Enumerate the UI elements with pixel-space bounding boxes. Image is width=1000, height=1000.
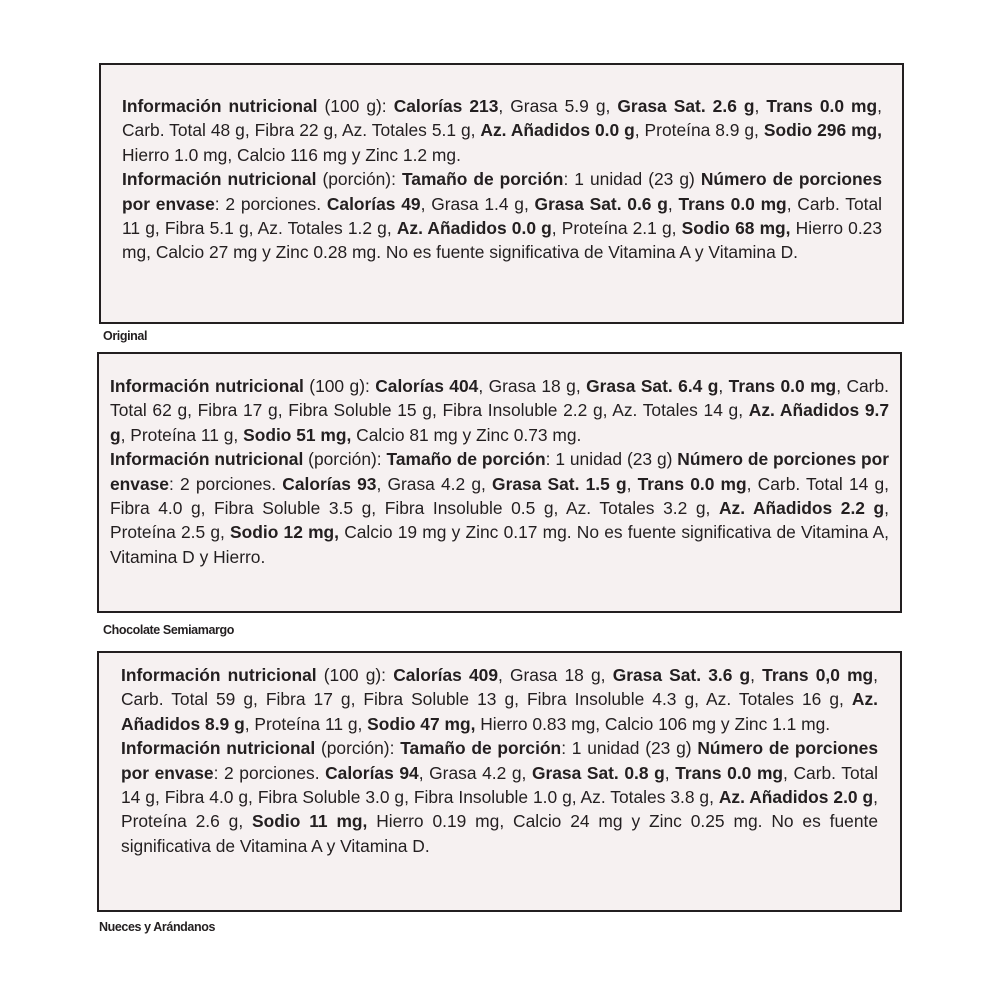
nutrient-text: , Grasa 18 g, xyxy=(478,376,587,396)
highlighted-value: Sodio 68 mg, xyxy=(681,218,791,239)
nutrient-text: , Proteína 2.1 g, xyxy=(551,218,682,239)
nutrient-text: , xyxy=(664,762,676,783)
highlighted-value: Trans 0.0 mg xyxy=(637,473,747,494)
per-serving-paragraph xyxy=(121,736,878,858)
section-label: Información nutricional xyxy=(121,738,316,759)
highlighted-value: Calorías 93 xyxy=(282,473,377,494)
section-basis: (porción): xyxy=(308,449,382,470)
nutrient-text: , Carb. Total 11 g, Fibra 5.1 g, Az. Totales 1.2 g, xyxy=(122,193,883,239)
highlighted-value: Az. Añadidos 0.0 g xyxy=(480,120,635,141)
nutrient-text: Hierro 0.83 mg, Calcio 106 mg y Zinc 1.1 mg. xyxy=(475,713,831,734)
highlighted-value: Sodio 296 mg, xyxy=(763,120,882,141)
highlighted-value: Grasa Sat. 3.6 g xyxy=(612,665,751,685)
panel-caption: Nueces y Arándanos xyxy=(99,920,215,934)
highlighted-value: Tamaño de porción xyxy=(400,738,562,759)
nutrient-text: , Proteína 2.6 g, xyxy=(121,787,878,832)
nutrient-text: , xyxy=(718,376,729,396)
nutrient-text: : 2 porciones. xyxy=(214,193,327,214)
highlighted-value: Sodio 11 mg, xyxy=(252,811,368,832)
nutrient-text: , xyxy=(667,193,679,214)
section-label: Información nutricional xyxy=(110,449,304,470)
highlighted-value: Grasa Sat. 6.4 g xyxy=(586,376,719,396)
nutrient-text: : 1 unidad (23 g) xyxy=(545,449,678,470)
nutrient-text: : 1 unidad (23 g) xyxy=(563,169,701,190)
section-basis: (porción): xyxy=(322,169,396,190)
highlighted-value: Tamaño de porción xyxy=(401,169,564,190)
section-label: Información nutricional xyxy=(121,665,317,685)
highlighted-value: Az. Añadidos 8.9 g xyxy=(121,689,878,734)
highlighted-value: Trans 0.0 mg xyxy=(728,376,837,396)
nutrient-text: , Carb. Total 48 g, Fibra 22 g, Az. Totales 5.1 g, xyxy=(122,96,882,141)
highlighted-value: Calorías 404 xyxy=(375,376,479,396)
nutrient-text: , Carb. Total 14 g, Fibra 4.0 g, Fibra Soluble 3.5 g, Fibra Insoluble 0.5 g, Az. Totales 3.2 g, xyxy=(110,473,890,519)
highlighted-value: Calorías 49 xyxy=(326,193,421,214)
highlighted-value: Calorías 409 xyxy=(393,665,498,685)
nutrient-text: Calcio 19 mg y Zinc 0.17 mg. No es fuente significativa de Vitamina A, Vitamina D y Hierro. xyxy=(110,522,890,567)
highlighted-value: Grasa Sat. 0.6 g xyxy=(534,193,668,214)
highlighted-value: Sodio 47 mg, xyxy=(367,713,476,734)
nutrient-text: Hierro 1.0 mg, Calcio 116 mg y Zinc 1.2 mg. xyxy=(122,144,461,165)
nutrient-text: : 2 porciones. xyxy=(168,473,283,494)
highlighted-value: Calorías 94 xyxy=(325,762,419,783)
highlighted-value: Número de porciones por envase xyxy=(110,449,890,494)
highlighted-value: Número de porciones por envase xyxy=(121,738,879,783)
section-label: Información nutricional xyxy=(122,96,318,116)
highlighted-value: Grasa Sat. 0.8 g xyxy=(531,762,665,783)
section-basis: (100 g): xyxy=(324,96,387,116)
highlighted-value: Az. Añadidos 2.0 g xyxy=(718,787,874,808)
per-serving-paragraph xyxy=(122,167,882,265)
nutrient-text: , Proteína 11 g, xyxy=(120,424,244,445)
highlighted-value: Calorías 213 xyxy=(393,96,499,116)
highlighted-value: Sodio 12 mg, xyxy=(230,522,339,543)
nutrient-text xyxy=(387,96,394,116)
nutrient-text: , Grasa 1.4 g, xyxy=(420,193,535,214)
nutrient-text: , Grasa 5.9 g, xyxy=(498,96,618,116)
nutrient-text: , Proteína 2.5 g, xyxy=(110,498,889,543)
highlighted-value: Trans 0.0 mg xyxy=(675,762,784,783)
section-basis: (100 g): xyxy=(309,376,370,396)
highlighted-value: Grasa Sat. 1.5 g xyxy=(492,473,627,494)
nutrition-panel-nueces-y-arandanos xyxy=(97,651,902,912)
nutrient-text: , Carb. Total 62 g, Fibra 17 g, Fibra Soluble 15 g, Fibra Insoluble 2.2 g, Az. Totales 14 g, xyxy=(110,376,889,421)
nutrient-text: : 1 unidad (23 g) xyxy=(561,738,698,759)
highlighted-value: Trans 0.0 mg xyxy=(766,96,878,116)
highlighted-value: Sodio 51 mg, xyxy=(243,424,352,445)
panel-caption: Chocolate Semiamargo xyxy=(103,623,234,637)
nutrient-text: , Proteína 11 g, xyxy=(244,713,368,734)
nutrient-text: Calcio 81 mg y Zinc 0.73 mg. xyxy=(351,424,582,445)
per-100g-paragraph xyxy=(122,94,882,167)
highlighted-value: Az. Añadidos 0.0 g xyxy=(396,218,552,239)
nutrient-text: Hierro 0.19 mg, Calcio 24 mg y Zinc 0.25 mg. No es fuente significativa de Vitamina A y Vitamina D. xyxy=(121,811,878,856)
nutrient-text: , Proteína 8.9 g, xyxy=(634,120,764,141)
nutrient-text: , xyxy=(626,473,638,494)
highlighted-value: Az. Añadidos 2.2 g xyxy=(718,498,885,519)
nutrient-text: , xyxy=(750,665,763,685)
nutrient-text: , Grasa 18 g, xyxy=(498,665,613,685)
per-100g-paragraph xyxy=(110,374,889,447)
highlighted-value: Grasa Sat. 2.6 g xyxy=(617,96,755,116)
section-label: Información nutricional xyxy=(122,169,317,190)
nutrient-text: , Grasa 4.2 g, xyxy=(418,762,532,783)
highlighted-value: Tamaño de porción xyxy=(386,449,546,470)
nutrition-panel-chocolate-semiamargo xyxy=(97,352,902,613)
nutrient-text: : 2 porciones. xyxy=(213,762,326,783)
section-basis: (100 g): xyxy=(323,665,387,685)
section-basis: (porción): xyxy=(320,738,395,759)
section-label: Información nutricional xyxy=(110,376,304,396)
nutrient-text: , Carb. Total 59 g, Fibra 17 g, Fibra Soluble 13 g, Fibra Insoluble 4.3 g, Az. Totales 16 g, xyxy=(121,665,878,710)
panel-caption: Original xyxy=(103,329,148,343)
per-serving-paragraph xyxy=(110,447,889,569)
nutrient-text: Hierro 0.23 mg, Calcio 27 mg y Zinc 0.28 mg. No es fuente significativa de Vitamina A y Vitamina D. xyxy=(122,218,882,263)
nutrition-panel-original xyxy=(99,63,904,324)
highlighted-value: Trans 0.0 mg xyxy=(678,193,787,214)
nutrient-text: , xyxy=(754,96,767,116)
nutrient-text: , Carb. Total 14 g, Fibra 4.0 g, Fibra Soluble 3.0 g, Fibra Insoluble 1.0 g, Az. Totales 3.8 g, xyxy=(121,762,879,808)
nutrient-text: , Grasa 4.2 g, xyxy=(376,473,493,494)
highlighted-value: Trans 0,0 mg xyxy=(762,665,874,685)
per-100g-paragraph xyxy=(121,663,878,736)
highlighted-value: Número de porciones por envase xyxy=(122,169,883,214)
highlighted-value: Az. Añadidos 9.7 g xyxy=(110,400,889,445)
